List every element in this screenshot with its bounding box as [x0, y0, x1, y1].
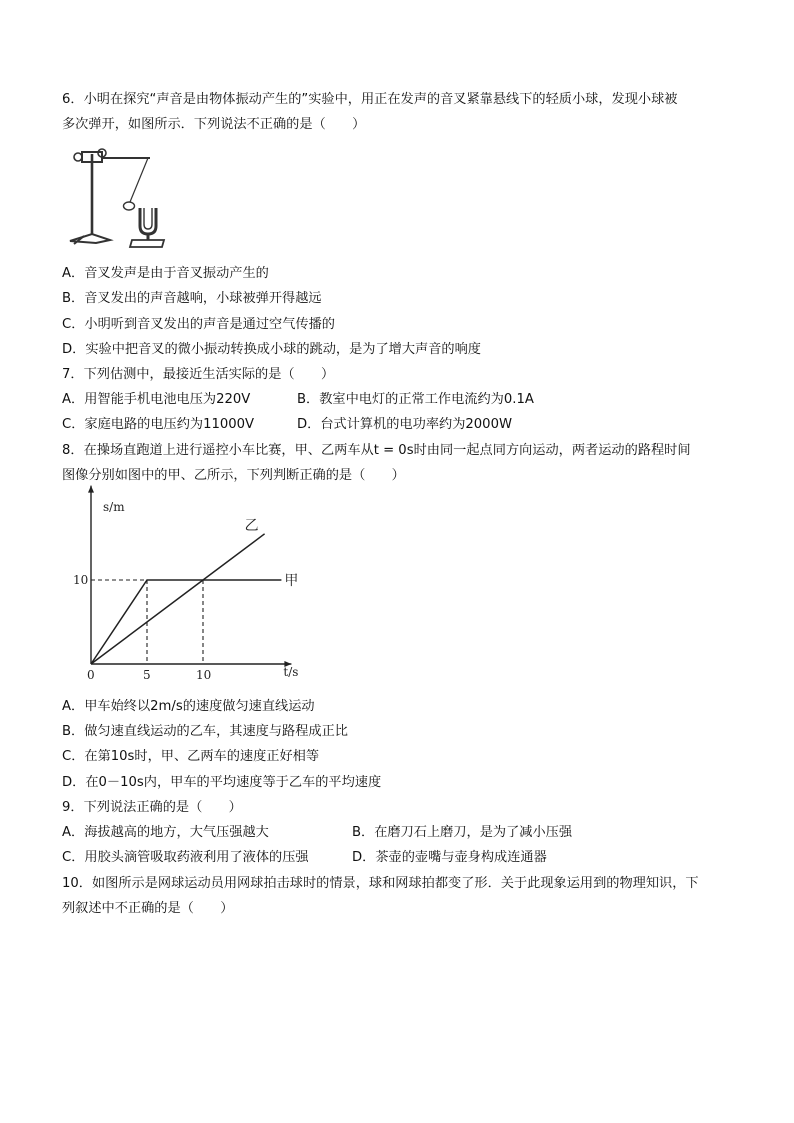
x-tick-label-0: 0	[87, 668, 95, 682]
y-axis-arrow	[88, 486, 94, 493]
q7-stem: 7．下列估测中，最接近生活实际的是（ ）	[62, 367, 335, 382]
q6-stem-line1: 6．小明在探究“声音是由物体振动产生的”实验中，用正在发声的音叉紧靠悬线下的轻质小球，发现小球被	[62, 92, 678, 107]
q6-option-a: A．音叉发声是由于音叉振动产生的	[62, 266, 269, 281]
q8-option-a: A．甲车始终以2m/s的速度做匀速直线运动	[62, 699, 315, 714]
q6-stem-line2: 多次弹开，如图所示．下列说法不正确的是（ ）	[62, 117, 366, 132]
series-line-1	[91, 534, 265, 664]
q10-stem-line2: 列叙述中不正确的是（ ）	[62, 901, 234, 916]
x-tick-label-1: 5	[143, 668, 151, 682]
q10-stem-line1: 10．如图所示是网球运动员用网球拍击球时的情景，球和网球拍都变了形．关于此现象运用到的物理知识，下	[62, 876, 699, 891]
q9-option-a: A．海拔越高的地方，大气压强越大	[62, 825, 269, 840]
x-axis-label: t/s	[283, 665, 299, 679]
q8-option-d: D．在0－10s内，甲车的平均速度等于乙车的平均速度	[62, 775, 382, 790]
q8-option-b: B．做匀速直线运动的乙车，其速度与路程成正比	[62, 724, 348, 739]
q8-stem-line2: 图像分别如图中的甲、乙所示，下列判断正确的是（ ）	[62, 468, 405, 483]
q7-option-d: D．台式计算机的电功率约为2000W	[297, 417, 513, 432]
q9-stem: 9．下列说法正确的是（ ）	[62, 800, 242, 815]
q7-option-b: B．教室中电灯的正常工作电流约为0.1A	[297, 392, 534, 407]
q6-option-c: C．小明听到音叉发出的声音是通过空气传播的	[62, 317, 335, 332]
tuning-fork-apparatus-figure	[66, 144, 166, 248]
st-graph-chart	[70, 497, 299, 687]
q8-stem-line1: 8．在操场直跑道上进行遥控小车比赛，甲、乙两车从t = 0s时由同一起点同方向运动，两者运动的路程时间	[62, 443, 691, 458]
q7-option-a: A．用智能手机电池电压为220V	[62, 392, 251, 407]
q9-option-b: B．在磨刀石上磨刀，是为了减小压强	[352, 825, 573, 840]
q8-option-c: C．在第10s时，甲、乙两车的速度正好相等	[62, 749, 320, 764]
y-axis-label: s/m	[103, 500, 125, 514]
q7-option-c: C．家庭电路的电压约为11000V	[62, 417, 255, 432]
q6-option-b: B．音叉发出的声音越响，小球被弹开得越远	[62, 291, 322, 306]
q6-option-d: D．实验中把音叉的微小振动转换成小球的跳动，是为了增大声音的响度	[62, 342, 481, 357]
x-tick-label-2: 10	[196, 668, 212, 682]
q9-option-d: D．茶壶的壶嘴与壶身构成连通器	[352, 850, 547, 865]
y-tick-label-0: 10	[73, 573, 89, 587]
series-label-1: 乙	[244, 517, 259, 534]
series-label-0: 甲	[284, 573, 299, 589]
q9-option-c: C．用胶头滴管吸取药液利用了液体的压强	[62, 850, 309, 865]
